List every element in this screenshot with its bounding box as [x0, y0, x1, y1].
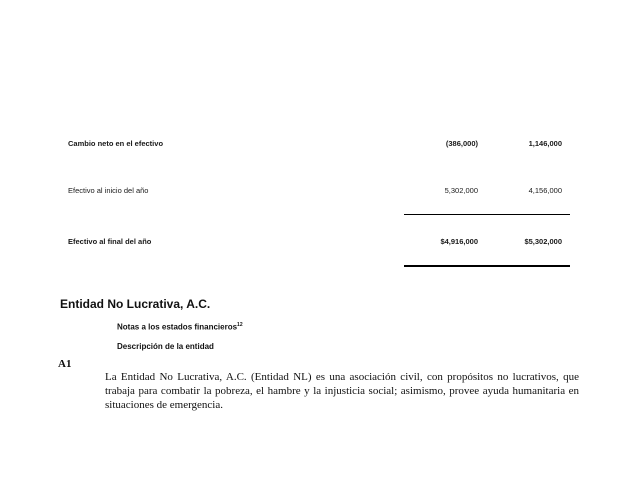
row-label: Efectivo al inicio del año: [68, 186, 149, 195]
row-value-prior-year: 4,156,000: [528, 186, 562, 195]
cash-flow-row-ending-cash: [0, 237, 638, 251]
row-value-current-year: $4,916,000: [440, 237, 478, 246]
section-number: A1: [58, 358, 72, 370]
cash-flow-row-net-change: [0, 139, 638, 153]
entity-description-paragraph: La Entidad No Lucrativa, A.C. (Entidad NL) es una asociación civil, con propósitos no lucrativos, que trabaja para combatir la pobreza, el hambre y la injusticia social; asimismo, provee ayuda humanitaria en situaciones de emergencia.: [105, 371, 579, 411]
subtotal-rule: [404, 214, 570, 215]
row-label: Efectivo al final del año: [68, 237, 152, 246]
total-double-rule: [404, 265, 570, 267]
notes-title-text: Notas a los estados financieros: [117, 322, 238, 332]
row-value-prior-year: 1,146,000: [528, 139, 562, 148]
notes-title: [117, 322, 243, 332]
entity-name-heading: Entidad No Lucrativa, A.C.: [60, 297, 211, 311]
row-value-current-year: (386,000): [445, 139, 478, 148]
cash-flow-row-beginning-cash: [0, 186, 638, 200]
section-subtitle: Descripción de la entidad: [117, 342, 214, 351]
row-value-current-year: 5,302,000: [444, 186, 478, 195]
row-label: Cambio neto en el efectivo: [68, 139, 164, 148]
row-value-prior-year: $5,302,000: [524, 237, 562, 246]
footnote-marker: 12: [237, 322, 243, 328]
